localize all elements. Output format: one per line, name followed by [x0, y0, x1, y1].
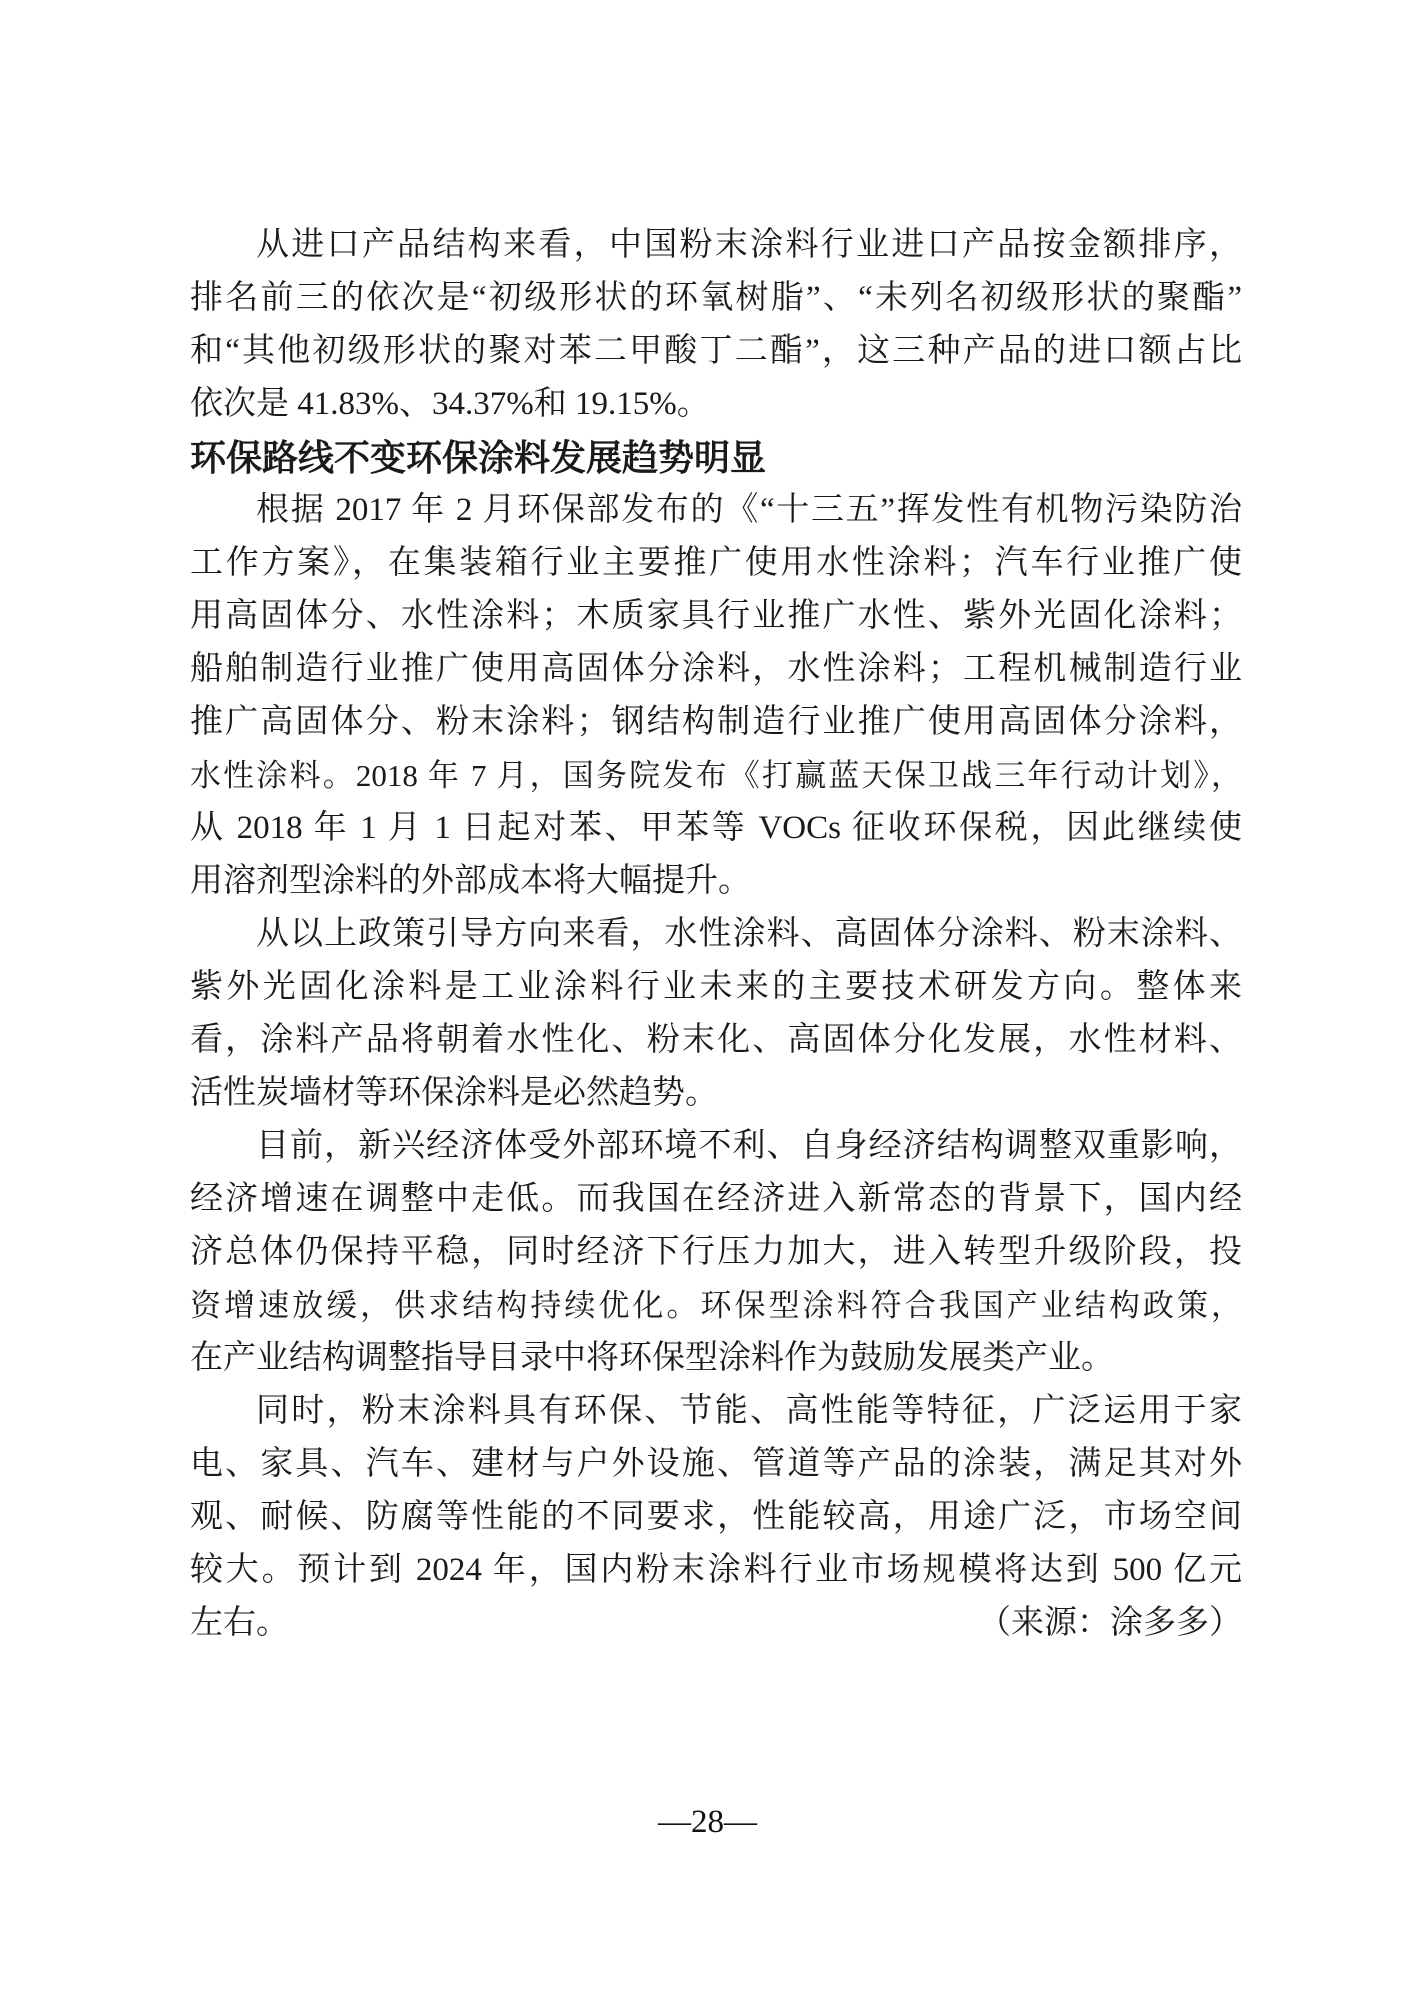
- p4-line-3: 济总体仍保持平稳，同时经济下行压力加大，进入转型升级阶段，投: [190, 1234, 1242, 1270]
- p5-last-line-with-source: [190, 1597, 1242, 1650]
- p3-line-3: 看，涂料产品将朝着水性化、粉末化、高固体分化发展，水性材料、: [190, 1022, 1242, 1058]
- p2-line-6: 水性涂料。2018 年 7 月，国务院发布《打赢蓝天保卫战三年行动计划》，: [190, 758, 1242, 793]
- p2-line-2: 工作方案》，在集装箱行业主要推广使用水性涂料；汽车行业推广使: [190, 545, 1242, 581]
- section-heading: 环保路线不变环保涂料发展趋势明显: [190, 437, 767, 478]
- p5-line-3: 观、耐候、防腐等性能的不同要求，性能较高，用途广泛，市场空间: [190, 1499, 1242, 1535]
- p5-line-4: 较大。预计到 2024 年，国内粉末涂料行业市场规模将达到 500 亿元: [190, 1552, 1242, 1588]
- p2-line-7: 从 2018 年 1 月 1 日起对苯、甲苯等 VOCs 征收环保税，因此继续使: [190, 810, 1242, 846]
- p3-line-2: 紫外光固化涂料是工业涂料行业未来的主要技术研发方向。整体来: [190, 969, 1242, 1005]
- p4-line-1: 目前，新兴经济体受外部环境不利、自身经济结构调整双重影响，: [256, 1128, 1242, 1164]
- p4-line-5: 在产业结构调整指导目录中将环保型涂料作为鼓励发展类产业。: [190, 1340, 1114, 1376]
- p4-line-4: 资增速放缓，供求结构持续优化。环保型涂料符合我国产业结构政策，: [190, 1288, 1242, 1323]
- p2-line-8: 用溶剂型涂料的外部成本将大幅提升。: [190, 863, 751, 899]
- text-block: [190, 219, 1242, 1650]
- p2-line-1: 根据 2017 年 2 月环保部发布的《“十三五”挥发性有机物污染防治: [256, 492, 1242, 528]
- p2-line-4: 船舶制造行业推广使用高固体分涂料，水性涂料；工程机械制造行业: [190, 651, 1242, 687]
- p4-line-2: 经济增速在调整中走低。而我国在经济进入新常态的背景下，国内经: [190, 1181, 1242, 1217]
- p1-line-1: 从进口产品结构来看，中国粉末涂料行业进口产品按金额排序，: [256, 227, 1242, 263]
- p1-line-3: 和“其他初级形状的聚对苯二甲酸丁二酯”，这三种产品的进口额占比: [190, 333, 1242, 369]
- p3-line-4: 活性炭墙材等环保涂料是必然趋势。: [190, 1075, 718, 1111]
- p1-line-2: 排名前三的依次是“初级形状的环氧树脂”、“未列名初级形状的聚酯”: [190, 280, 1242, 316]
- source-attribution: （来源：涂多多）: [978, 1605, 1242, 1641]
- p5-line-5: 左右。: [190, 1605, 289, 1641]
- p2-line-5: 推广高固体分、粉末涂料；钢结构制造行业推广使用高固体分涂料，: [190, 704, 1242, 740]
- p5-line-2: 电、家具、汽车、建材与户外设施、管道等产品的涂装，满足其对外: [190, 1446, 1242, 1482]
- p5-line-1: 同时，粉末涂料具有环保、节能、高性能等特征，广泛运用于家: [256, 1393, 1242, 1429]
- p2-line-3: 用高固体分、水性涂料；木质家具行业推广水性、紫外光固化涂料；: [190, 598, 1242, 634]
- p1-line-4: 依次是 41.83%、34.37%和 19.15%。: [190, 386, 710, 422]
- page-number: —28—: [658, 1804, 757, 1840]
- p3-line-1: 从以上政策引导方向来看，水性涂料、高固体分涂料、粉末涂料、: [256, 916, 1242, 952]
